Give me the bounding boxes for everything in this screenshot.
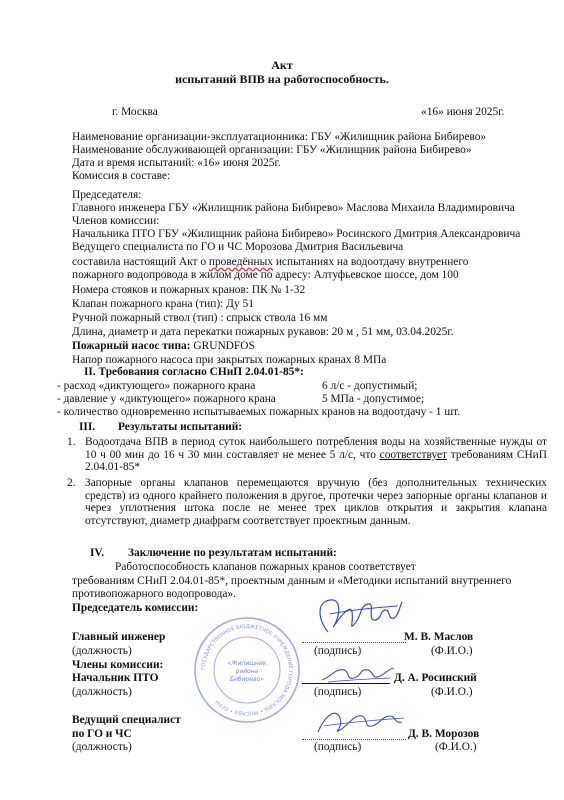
signature-3-image xyxy=(310,704,410,740)
signature-1-image xyxy=(290,592,410,644)
organization-stamp xyxy=(192,615,302,725)
sig-3-role-1: Ведущий специалист xyxy=(72,714,181,726)
sig-1-signature-caption: (подпись) xyxy=(314,645,362,657)
sig-1-name: М. В. Маслов xyxy=(404,631,474,643)
chairman-label: Председателя: xyxy=(72,189,142,201)
hose: Длина, диаметр и дата перекатки пожарных рукавов: 20 м , 51 мм, 03.04.2025г. xyxy=(72,326,454,338)
stamp-center-text-3: Бибирево» xyxy=(229,676,265,683)
result-1-num: 1. xyxy=(67,436,76,448)
test-datetime: Дата и время испытаний: «16» июня 2025г. xyxy=(72,157,281,169)
member2-text: Ведущего специалиста по ГО и ЧС Морозова Дмитрия Васильевича xyxy=(72,241,404,253)
valve: Клапан пожарного крана (тип): Ду 51 xyxy=(72,298,254,310)
section-4-title: Заключение по результатам испытаний: xyxy=(128,547,337,559)
sig-1-position-caption: (должность) xyxy=(72,645,132,657)
pump-pressure: Напор пожарного насоса при закрытых пожарных кранах 8 МПа xyxy=(72,354,387,366)
members-label: Членов комиссии: xyxy=(72,215,160,227)
sig-1-role: Главный инженер xyxy=(72,631,166,643)
org-service: Наименование обслуживающей организации: ГБУ «Жилищник района Бибирево» xyxy=(72,144,472,156)
risers: Номера стояков и пожарных кранов: ПК № 1-32 xyxy=(72,284,306,296)
sig-3-position-caption: (должность) xyxy=(72,741,132,753)
nozzle: Ручной пожарный ствол (тип) : спрыск ствола 16 мм xyxy=(72,312,328,324)
result-2-text: Запорные органы клапанов перемещаются вручную (без дополнительных технических средств) из одного крайнего положения в другое, протечки через запорные органы клапанов и через уплотнения штока после не менее трех циклов открытия и закрытия клапана отсутствуют, диаметр диафрагм соответствует проектным данным. xyxy=(85,477,547,527)
sig-1-line xyxy=(302,642,406,643)
req-1-label: - расход «диктующего» пожарного крана xyxy=(57,380,256,392)
section-3-title: Результаты испытаний: xyxy=(118,421,243,433)
req-2-value: 5 МПа - допустимое; xyxy=(322,393,425,405)
sig-1-fio-caption: (Ф.И.О.) xyxy=(431,645,473,657)
org-operator: Наименование организации-эксплуатационника: ГБУ «Жилищник района Бибирево» xyxy=(72,131,487,143)
commission-label: Комиссия в составе: xyxy=(72,170,171,182)
city: г. Москва xyxy=(112,106,158,118)
conclusion-line-1: Работоспособность клапанов пожарных кранов соответствует xyxy=(115,561,416,573)
stamp-center-text-2: района xyxy=(235,668,259,675)
req-2-label: - давление у «диктующего» пожарного крана xyxy=(57,393,276,405)
member1-text: Начальника ПТО ГБУ «Жилищник района Бибирево» Росинского Дмитрия Александровича xyxy=(72,228,521,240)
result-1-text: Водоотдача ВПВ в период суток наибольшего потребления воды на хозяйственные нужды от 10 ч 00 мин до 16 ч 30 мин составляет не менее 5 л/с, что соответствует требованиям СНиП 2.04.01-85* xyxy=(85,436,548,474)
act-title: Акт xyxy=(271,58,293,72)
chair-commission-label: Председатель комиссии: xyxy=(72,602,199,614)
act-subtitle: испытаний ВПВ на работоспособность. xyxy=(175,72,389,86)
sig-3-signature-caption: (подпись) xyxy=(314,741,362,753)
sig-3-name: Д. В. Морозов xyxy=(408,728,480,740)
conclusion-line-2: требованиям СНиП 2.04.01-85*, проектным данным и «Методики испытаний внутреннего xyxy=(72,575,512,587)
section-4-num: IV. xyxy=(90,547,105,559)
section-2-title: II. Требования согласно СНиП 2.04.01-85*: xyxy=(84,366,304,378)
chairman-text: Главного инженера ГБУ «Жилищник района Бибирево» Маслова Михаила Владимировича xyxy=(72,202,515,214)
conclusion-line-3: противопожарного водопровода». xyxy=(72,588,236,600)
stamp-ring-text: ГОСУДАРСТВЕННОЕ БЮДЖЕТНОЕ УЧРЕЖДЕНИЕ ГОРОДА МОСКВЫ • МОСКВА • ОГРН xyxy=(200,623,294,717)
sig-2-role: Начальник ПТО xyxy=(72,672,159,684)
sig-3-role-2: по ГО и ЧС xyxy=(72,728,132,740)
sig-2-fio-caption: (Ф.И.О.) xyxy=(431,686,473,698)
sig-2-position-caption: (должность) xyxy=(72,686,132,698)
act-line-1: составила настоящий Акт о проведённых испытаниях на водоотдачу внутреннего xyxy=(72,256,469,268)
members-commission-label: Члены комиссии: xyxy=(72,659,164,671)
sig-2-signature-caption: (подпись) xyxy=(314,686,362,698)
sig-3-line xyxy=(302,739,406,740)
sig-2-name: Д. А. Росинский xyxy=(394,672,477,684)
section-3-num: III. xyxy=(79,421,96,433)
req-3: - количество одновременно испытываемых пожарных кранов на водоотдачу - 1 шт. xyxy=(57,406,461,418)
stamp-center-text: «Жилищник xyxy=(227,660,267,667)
result-2-num: 2. xyxy=(67,477,76,489)
act-line-2: пожарного водопровода в жилом доме по адресу: Алтуфьевское шоссе, дом 100 xyxy=(72,269,459,281)
sig-2-line xyxy=(302,683,390,684)
req-1-value: 6 л/с - допустимый; xyxy=(322,380,418,392)
pump: Пожарный насос типа: GRUNDFOS xyxy=(72,340,255,352)
sig-3-fio-caption: (Ф.И.О.) xyxy=(435,741,477,753)
act-date: «16» июня 2025г. xyxy=(421,106,505,118)
